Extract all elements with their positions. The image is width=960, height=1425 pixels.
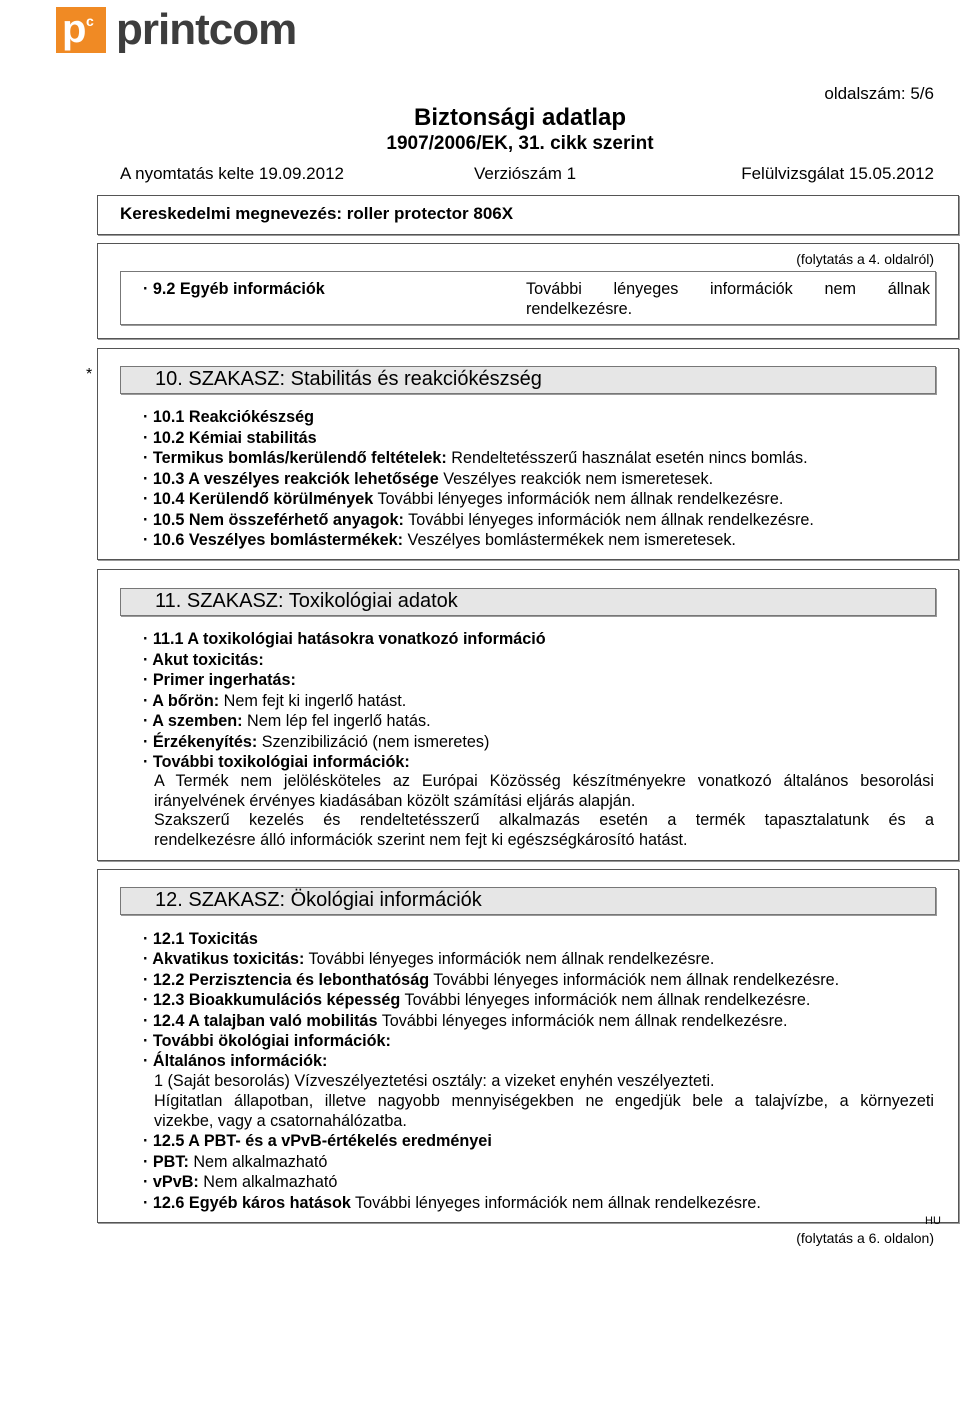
stability-text: További lényeges információk nem állnak rendelkezésre. (373, 490, 784, 508)
section-9-value-2: rendelkezésre. (526, 300, 633, 318)
toxicology-label: · A szemben: (143, 712, 243, 730)
ecology-pbt-line (143, 1173, 337, 1192)
section-11-heading (120, 588, 936, 616)
ecology-text: További lényeges információk nem állnak rendelkezésre. (304, 950, 715, 969)
toxicology-label: · Primer ingerhatás: (143, 671, 296, 689)
logo-text: printcom (116, 5, 297, 54)
ecology-text: További lényeges információk nem állnak rendelkezésre. (377, 1011, 788, 1030)
eco-info-line-1: 1 (Saját besorolás) Vízveszélyeztetési osztály: a vizeket enyhén veszélyezteti. (154, 1072, 715, 1090)
ecology-line (143, 930, 258, 949)
ecology-pbt-label: · vPvB: (143, 1173, 199, 1191)
version: Verziószám 1 (474, 164, 577, 183)
ecology-label: · Általános információk: (143, 1052, 328, 1071)
print-date: A nyomtatás kelte 19.09.2012 (120, 164, 344, 183)
stability-label: · 10.2 Kémiai stabilitás (143, 428, 317, 447)
logo-c: c (86, 13, 94, 29)
ecology-line (143, 971, 839, 990)
printcom-logo (56, 6, 296, 54)
toxicology-line (143, 733, 489, 752)
ecology-label: · 12.4 A talajban való mobilitás (143, 1011, 378, 1030)
section-12-heading (120, 887, 936, 915)
ecology-line (143, 1052, 327, 1071)
language-code: HU (925, 1215, 941, 1227)
ecology-pbt-line (143, 1132, 492, 1151)
stability-line (143, 531, 736, 550)
toxicology-line (143, 651, 264, 670)
section-11-heading-text: 11. SZAKASZ: Toxikológiai adatok (155, 590, 458, 612)
ecology-line (143, 991, 810, 1010)
document-title: Biztonsági adatlap (413, 104, 627, 131)
stability-text: Veszélyes bomlástermékek nem ismeretesek. (403, 531, 736, 549)
stability-label: · 10.3 A veszélyes reakciók lehetősége (143, 469, 439, 488)
stability-text: További lényeges információk nem állnak rendelkezésre. (403, 510, 814, 529)
ecology-pbt-line (143, 1194, 761, 1213)
ecology-label: · Akvatikus toxicitás: (143, 950, 305, 969)
section-12-heading-text: 12. SZAKASZ: Ökológiai információk (155, 889, 482, 911)
ecology-label: · További ökológiai információk: (143, 1032, 391, 1050)
ecology-pbt-label: · 12.6 Egyéb káros hatások (143, 1193, 351, 1212)
section-10-heading (120, 366, 936, 394)
logo-p: p (62, 7, 87, 51)
ecology-line (143, 1032, 391, 1051)
toxicology-label: · Akut toxicitás: (143, 650, 264, 669)
ecology-text: További lényeges információk nem állnak rendelkezésre. (429, 970, 840, 989)
stability-line (143, 429, 317, 448)
stability-line (143, 511, 814, 530)
stability-label: · 10.1 Reakciókészség (143, 408, 314, 426)
stability-line (143, 449, 808, 468)
stability-line (143, 470, 713, 489)
changed-marker: * (86, 366, 93, 383)
stability-label: · Termikus bomlás/kerülendő feltételek: (143, 449, 447, 467)
toxicology-text: Szenzibilizáció (nem ismeretes) (257, 732, 490, 751)
toxicology-para-2-line-1: Szakszerű kezelés és rendeltetésszerű alkalmazás esetén a termék tapasztalatunk és a (154, 811, 934, 829)
toxicology-line (143, 692, 406, 711)
stability-label: · 10.5 Nem összeférhető anyagok: (143, 510, 404, 529)
ecology-pbt-label: · 12.5 A PBT- és a vPvB-értékelés eredményei (143, 1132, 492, 1150)
toxicology-label: · A bőrön: (143, 691, 220, 710)
toxicology-para-1-line-1: A Termék nem jelölésköteles az Európai Közösség készítményekre vonatkozó általános besorolási (154, 772, 934, 790)
toxicology-line (143, 712, 431, 731)
ecology-label: · 12.2 Perzisztencia és lebonthatóság (143, 970, 430, 989)
ecology-text: További lényeges információk nem állnak rendelkezésre. (400, 991, 811, 1010)
stability-label: · 10.6 Veszélyes bomlástermékek: (143, 531, 404, 549)
logo-mark (56, 7, 106, 53)
eco-info-line-2: Hígitatlan állapotban, illetve nagyobb mennyiségekben ne engedjük bele a talajvízbe, a környezeti (154, 1092, 934, 1110)
document-subtitle: 1907/2006/EK, 31. cikk szerint (386, 133, 654, 154)
trade-name: Kereskedelmi megnevezés: roller protector 806X (120, 204, 514, 223)
ecology-pbt-text: További lényeges információk nem állnak rendelkezésre. (350, 1193, 761, 1212)
stability-line (143, 490, 783, 509)
continued-to: (folytatás a 6. oldalon) (796, 1230, 934, 1246)
toxicology-text: Nem lép fel ingerlő hatás. (242, 712, 431, 730)
stability-label: · 10.4 Kerülendő körülmények (143, 490, 374, 508)
section-9-value-1: További lényeges információk nem állnak (526, 280, 930, 298)
ecology-pbt-text: Nem alkalmazható (188, 1152, 328, 1171)
toxicology-label: · 11.1 A toxikológiai hatásokra vonatkozó információ (143, 630, 546, 648)
ecology-label: · 12.3 Bioakkumulációs képesség (143, 991, 401, 1010)
ecology-pbt-line (143, 1153, 327, 1172)
toxicology-para-2-line-2: rendelkezésre álló információk szerint nem fejt ki egészségkárosító hatást. (154, 831, 688, 849)
eco-info-line-3: vizekbe, vagy a csatornahálózatba. (154, 1112, 407, 1130)
stability-text: Veszélyes reakciók nem ismeretesek. (438, 469, 714, 488)
toxicology-para-1-line-2: irányelvének érvényes kiadásában közölt számítási eljárás alapján. (154, 792, 636, 810)
toxicology-line (143, 630, 546, 649)
toxicology-label: · További toxikológiai információk: (143, 753, 410, 771)
ecology-line (143, 1012, 788, 1031)
toxicology-line (143, 753, 410, 772)
section-9-label: · 9.2 Egyéb információk (143, 280, 325, 298)
section-10-heading-text: 10. SZAKASZ: Stabilitás és reakciókészség (155, 368, 542, 390)
toxicology-text: Nem fejt ki ingerlő hatást. (219, 691, 407, 710)
ecology-pbt-text: Nem alkalmazható (198, 1173, 338, 1191)
trade-name-frame (97, 195, 959, 235)
toxicology-line (143, 671, 296, 690)
stability-text: Rendeltetésszerű használat esetén nincs bomlás. (446, 449, 808, 467)
ecology-line (143, 950, 714, 969)
toxicology-label: · Érzékenyítés: (143, 732, 258, 751)
ecology-pbt-label: · PBT: (143, 1152, 189, 1171)
revision-date: Felülvizsgálat 15.05.2012 (741, 164, 934, 183)
ecology-label: · 12.1 Toxicitás (143, 930, 258, 948)
continued-from: (folytatás a 4. oldalról) (796, 251, 934, 267)
page-number: oldalszám: 5/6 (824, 84, 934, 103)
stability-line (143, 408, 314, 427)
